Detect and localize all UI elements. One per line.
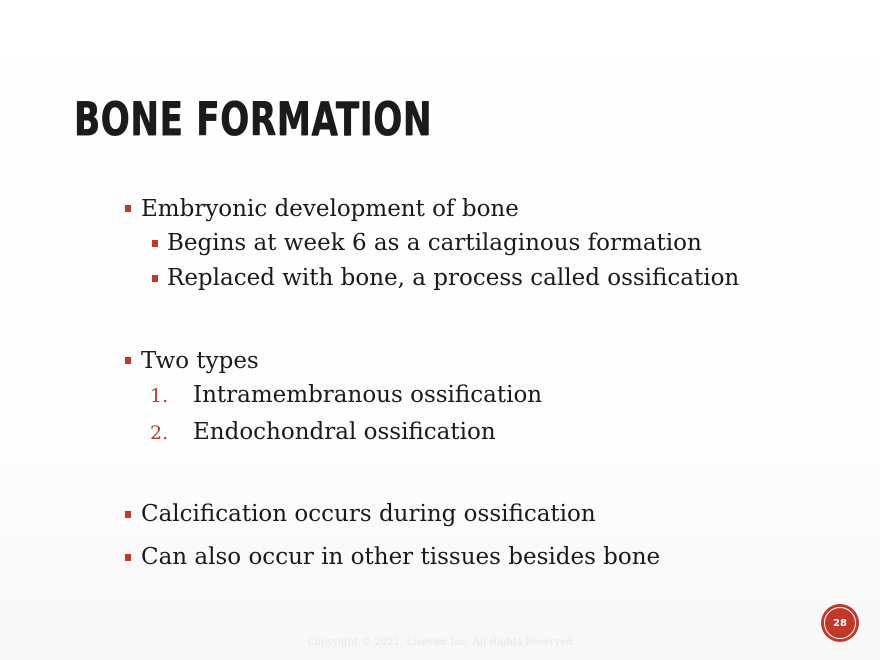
bullet-calcification: Calcification occurs during ossification [141,501,596,527]
bullet-other-tissues: Can also occur in other tissues besides bone [141,544,661,570]
square-bullet-icon [152,240,158,247]
bullet-two-types: Two types [141,348,259,374]
square-bullet-icon [125,357,131,364]
square-bullet-icon [152,275,158,282]
square-bullet-icon [125,511,131,518]
sub-bullet-replaced-with-bone: Replaced with bone, a process called ossification [167,265,740,291]
page-number-badge [821,604,859,642]
list-number-1: 1. [150,385,169,407]
square-bullet-icon [125,554,131,561]
numbered-item-intramembranous: Intramembranous ossification [193,382,543,408]
sub-bullet-week-6: Begins at week 6 as a cartilaginous formation [167,230,702,256]
square-bullet-icon [125,205,131,212]
numbered-item-endochondral: Endochondral ossification [193,419,496,445]
slide-title: BONE FORMATION [74,92,433,146]
page-number: 28 [833,617,847,629]
list-number-2: 2. [150,422,169,444]
copyright-footer: Copyright © 2022, Elsevier Inc. All Rights Reserved [307,637,573,648]
bullet-embryonic-development: Embryonic development of bone [141,196,519,222]
